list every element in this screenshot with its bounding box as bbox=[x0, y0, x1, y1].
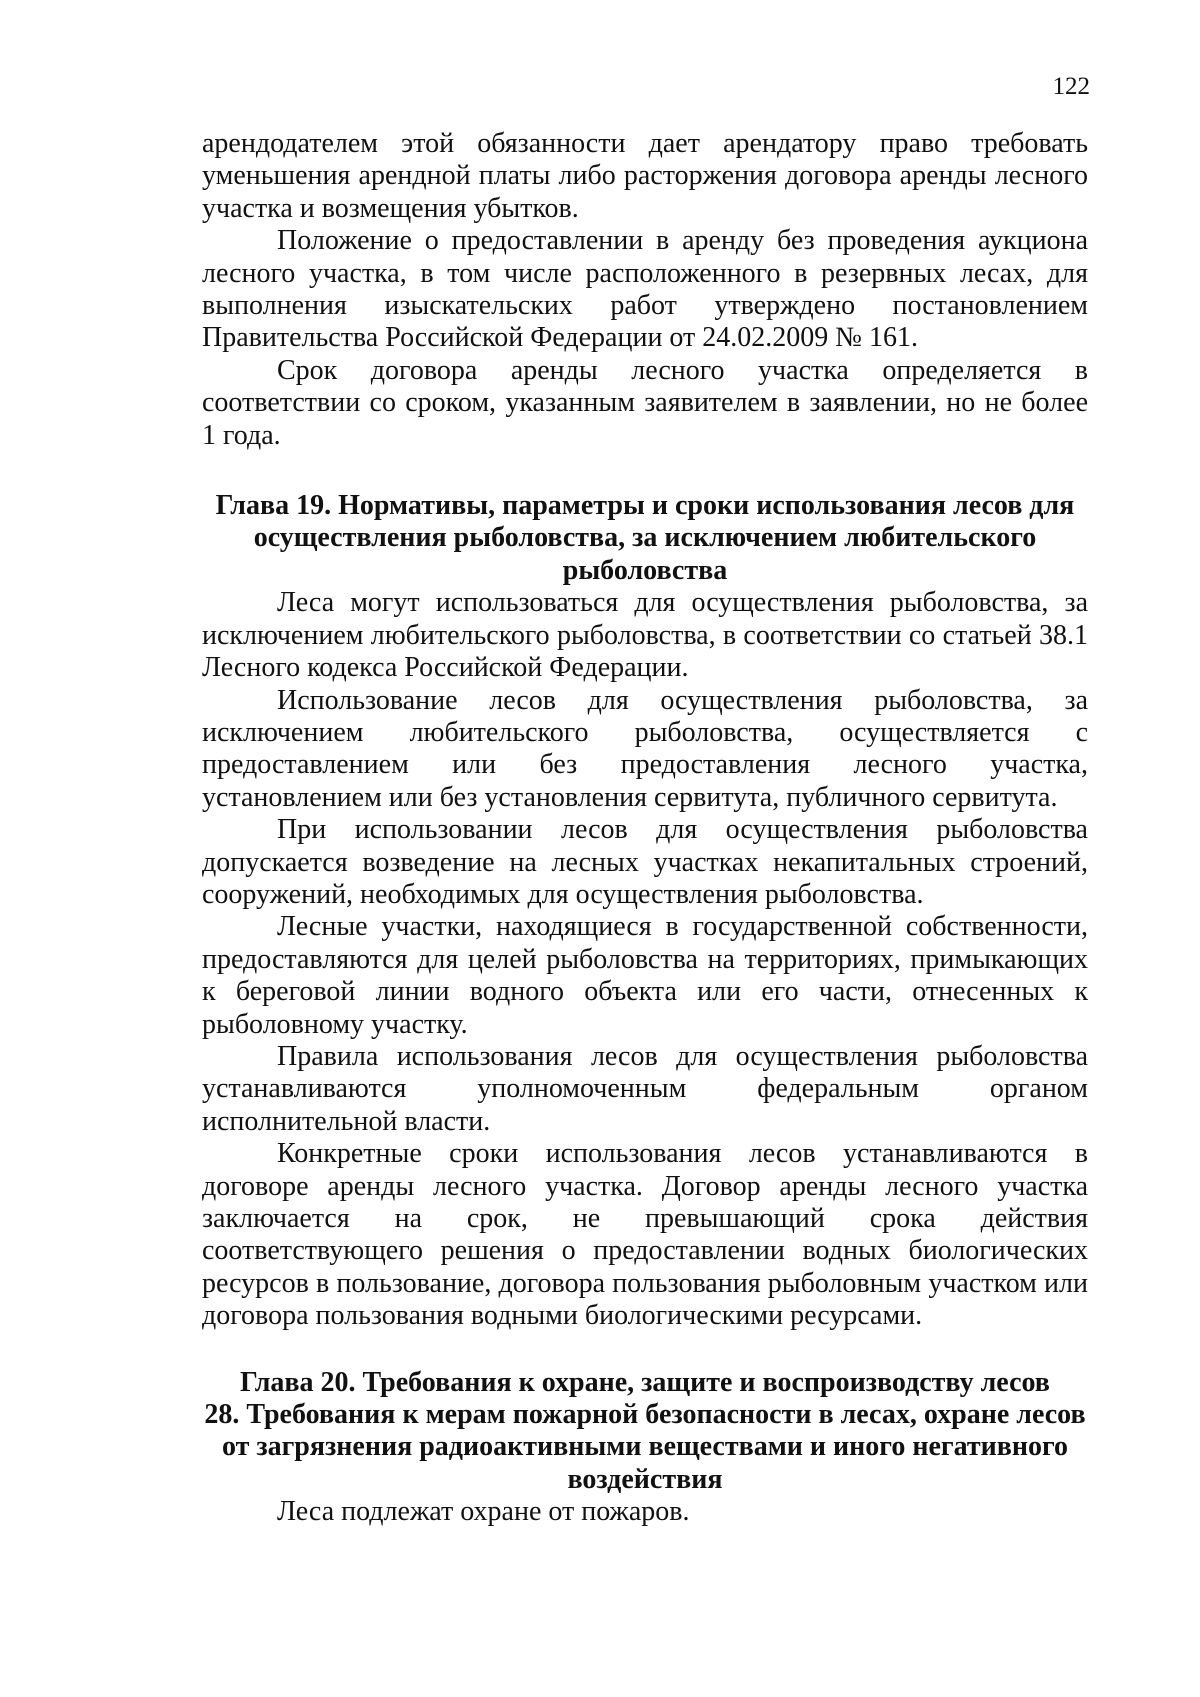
chapter-19-heading: Глава 19. Нормативы, параметры и сроки использования лесов для осуществления рыболовства, за исключением любительского рыболовства bbox=[215, 490, 1075, 586]
paragraph: Леса подлежат охране от пожаров. bbox=[277, 1496, 690, 1528]
paragraph: арендодателем этой обязанности дает арендатору право требовать уменьшения арендной платы либо расторжения договора аренды лесного участка и возмещения убытков. bbox=[202, 128, 1088, 224]
document-body bbox=[202, 128, 1088, 1529]
paragraph: Положение о предоставлении в аренду без проведения аукциона лесного участка, в том числе расположенного в резервных лесах, для выполнения изыскательских работ утверждено постановлением Правительства Российской Федерации от 24.02.2009 № 161. bbox=[202, 225, 1088, 354]
page-number: 122 bbox=[1052, 73, 1090, 100]
section-spacer bbox=[202, 452, 1088, 490]
paragraph: Использование лесов для осуществления рыболовства, за исключением любительского рыболовства, осуществляется с предоставлением или без предоставления лесного участка, установлением или без установления сервитута, публичного сервитута. bbox=[202, 684, 1088, 813]
section-28-heading: 28. Требования к мерам пожарной безопасности в лесах, охране лесов от загрязнения радиоактивными веществами и иного негативного воздействия bbox=[204, 1399, 1086, 1495]
paragraph: Правила использования лесов для осуществления рыболовства устанавливаются уполномоченным федеральным органом исполнительной власти. bbox=[202, 1040, 1088, 1137]
paragraph: Срок договора аренды лесного участка определяется в соответствии со сроком, указанным заявителем в заявлении, но не более 1 года. bbox=[202, 354, 1088, 451]
paragraph: При использовании лесов для осуществления рыболовства допускается возведение на лесных участках некапитальных строений, сооружений, необходимых для осуществления рыболовства. bbox=[202, 814, 1088, 910]
paragraph: Леса могут использоваться для осуществления рыболовства, за исключением любительского рыболовства, в соответствии со статьей 38.1 Лесного кодекса Российской Федерации. bbox=[202, 587, 1088, 684]
paragraph: Лесные участки, находящиеся в государственной собственности, предоставляются для целей рыболовства на территориях, примыкающих к береговой линии водного объекта или его части, отнесенных к рыболовному участку. bbox=[202, 911, 1088, 1040]
paragraph: Конкретные сроки использования лесов устанавливаются в договоре аренды лесного участка. Договор аренды лесного участка заключается на срок, не превышающий срока действия соответствующего решения о предоставлении водных биологических ресурсов в пользование, договора пользования рыболовным участком или договора пользования водными биологическими ресурсами. bbox=[202, 1138, 1088, 1332]
section-spacer bbox=[202, 1333, 1088, 1367]
chapter-20-heading: Глава 20. Требования к охране, защите и воспроизводству лесов bbox=[240, 1366, 1050, 1398]
